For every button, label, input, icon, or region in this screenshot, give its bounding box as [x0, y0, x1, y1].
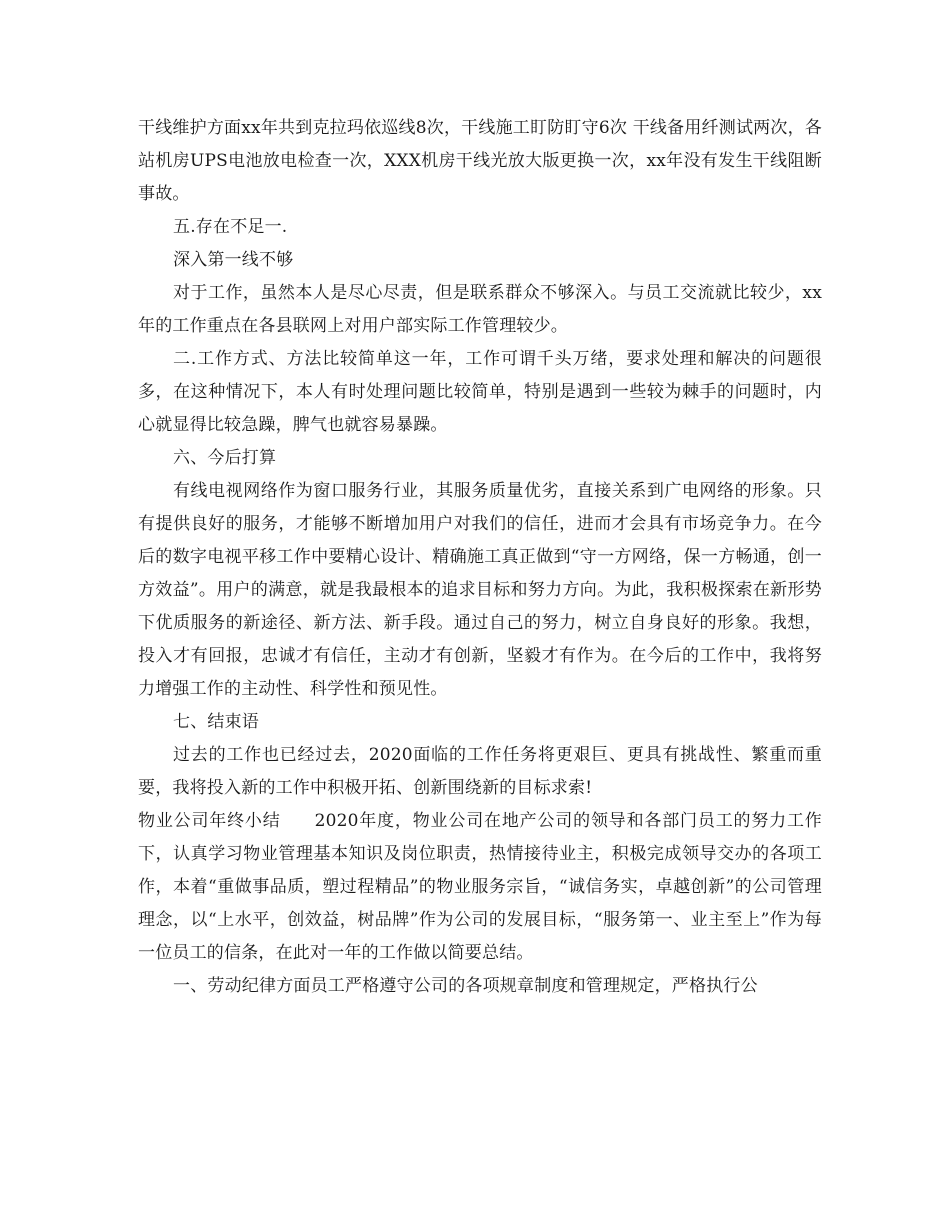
paragraph-conclusion: 过去的工作也已经过去，2020面临的工作任务将更艰巨、更具有挑战性、繁重而重要，我将投入新的工作中积极开拓、创新围绕新的目标求索!: [138, 745, 822, 798]
heading-conclusion: 七、结束语: [173, 712, 259, 732]
paragraph-trunk-maintenance: 干线维护方面xx年共到克拉玛依巡线8次，干线施工盯防盯守6次 干线备用纤测试两次，各站机房UPS电池放电检查一次，XXX机房干线光放大版更换一次，xx年没有发生干线阻断事故。: [138, 118, 822, 204]
section-body-property-summary: 2020年度，物业公司在地产公司的领导和各部门员工的努力工作下，认真学习物业管理基本知识及岗位职责，热情接待业主，积极完成领导交办的各项工作，本着“重做事品质，塑过程精品”的物业服务宗旨，“诚信务实，卓越创新”的公司管理理念，以“上水平，创效益，树品牌”作为公司的发展目标，“服务第一、业主至上”作为每一位员工的信条，在此对一年的工作做以简要总结。: [138, 811, 822, 963]
paragraph-communication: 对于工作，虽然本人是尽心尽责，但是联系群众不够深入。与员工交流就比较少，xx年的工作重点在各县联网上对用户部实际工作管理较少。: [138, 283, 822, 336]
paragraph-labor-discipline: 一、劳动纪律方面员工严格遵守公司的各项规章制度和管理规定，严格执行公: [173, 976, 758, 996]
section-title-property-summary: 物业公司年终小结: [138, 811, 281, 831]
heading-future-plans: 六、今后打算: [173, 448, 277, 468]
document-page: [138, 112, 822, 1003]
subheading-frontline: 深入第一线不够: [173, 250, 294, 270]
paragraph-service-quality: 有线电视网络作为窗口服务行业，其服务质量优劣，直接关系到广电网络的形象。只有提供良好的服务，才能够不断增加用户对我们的信任，进而才会具有市场竞争力。在今后的数字电视平移工作中要精心设计、精确施工真正做到“守一方网络，保一方畅通，创一方效益”。用户的满意，就是我最根本的追求目标和努力方向。为此，我积极探索在新形势下优质服务的新途径、新方法、新手段。通过自己的努力，树立自身良好的形象。我想，投入才有回报，忠诚才有信任，主动才有创新，坚毅才有作为。在今后的工作中，我将努力增强工作的主动性、科学性和预见性。: [138, 481, 822, 699]
paragraph-work-methods: 二.工作方式、方法比较简单这一年，工作可谓千头万绪，要求处理和解决的问题很多，在这种情况下，本人有时处理问题比较简单，特别是遇到一些较为棘手的问题时，内心就显得比较急躁，脾气也就容易暴躁。: [138, 349, 822, 435]
heading-shortcomings: 五.存在不足一.: [173, 217, 288, 237]
paragraph-property-summary: [138, 805, 822, 970]
